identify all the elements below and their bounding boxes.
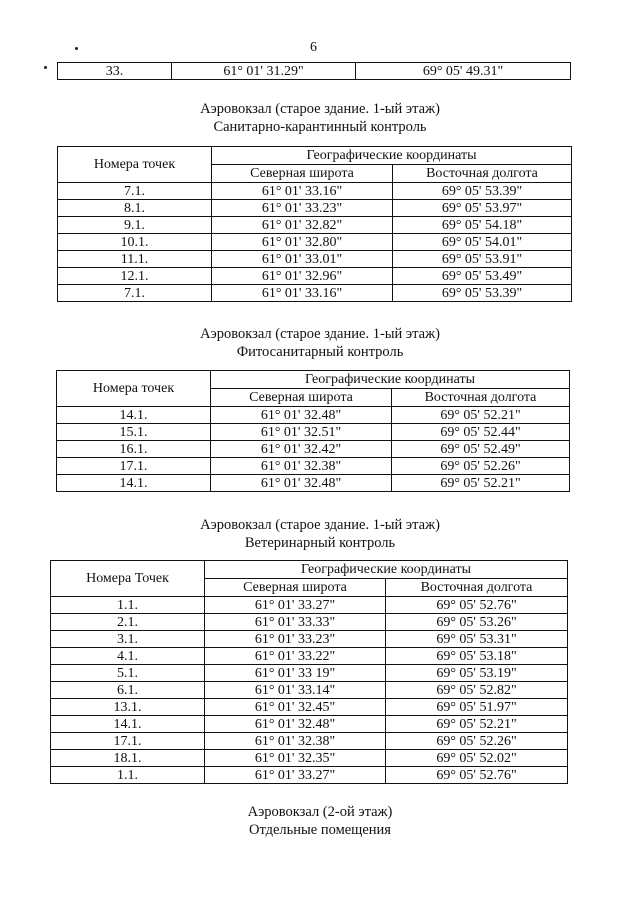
lon-cell: 69° 05' 52.26" (386, 733, 568, 750)
table-row (58, 200, 572, 217)
lat-cell: 61° 01' 33.27" (205, 597, 386, 614)
lon-cell: 69° 05' 49.31" (356, 63, 571, 80)
lat-cell: 61° 01' 33.27" (205, 767, 386, 784)
point-cell: 7.1. (58, 285, 212, 302)
table-row (58, 268, 572, 285)
point-cell: 16.1. (57, 441, 211, 458)
table-row (51, 699, 568, 716)
lat-cell: 61° 01' 32.48" (205, 716, 386, 733)
point-cell: 11.1. (58, 251, 212, 268)
table-row (51, 716, 568, 733)
lon-cell: 69° 05' 52.76" (386, 767, 568, 784)
lon-cell: 69° 05' 53.49" (393, 268, 572, 285)
lon-cell: 69° 05' 52.44" (392, 424, 570, 441)
coordinates-table-sanitary-quarantine (57, 146, 572, 302)
lat-header: Северная широта (212, 165, 393, 183)
table-row (58, 183, 572, 200)
point-cell: 13.1. (51, 699, 205, 716)
page-number: 6 (310, 40, 317, 55)
lon-cell: 69° 05' 53.91" (393, 251, 572, 268)
lon-cell: 69° 05' 53.19" (386, 665, 568, 682)
lon-cell: 69° 05' 54.01" (393, 234, 572, 251)
section-title-line2: Ветеринарный контроль (244, 535, 396, 551)
table-row (51, 665, 568, 682)
point-cell: 18.1. (51, 750, 205, 767)
section-title (0, 516, 640, 552)
points-header: Номера точек (57, 371, 211, 407)
header-row (58, 147, 572, 165)
lon-cell: 69° 05' 53.97" (393, 200, 572, 217)
lon-cell: 69° 05' 52.49" (392, 441, 570, 458)
coords-header: Географические координаты (212, 147, 572, 165)
point-cell: 1.1. (51, 767, 205, 784)
scan-speck (44, 66, 47, 69)
section-title-line2: Фитосанитарный контроль (236, 344, 404, 360)
table-row (57, 475, 570, 492)
lat-cell: 61° 01' 33.23" (205, 631, 386, 648)
lon-cell: 69° 05' 53.39" (393, 285, 572, 302)
lon-cell: 69° 05' 52.02" (386, 750, 568, 767)
table-row (51, 614, 568, 631)
point-cell: 14.1. (57, 475, 211, 492)
lon-cell: 69° 05' 51.97" (386, 699, 568, 716)
header-row (51, 561, 568, 579)
lat-cell: 61° 01' 33.33" (205, 614, 386, 631)
section-title-line2: Отдельные помещения (249, 822, 391, 838)
lon-cell: 69° 05' 53.26" (386, 614, 568, 631)
lat-cell: 61° 01' 33.01" (212, 251, 393, 268)
lat-cell: 61° 01' 31.29" (172, 63, 356, 80)
section-title (0, 325, 640, 361)
point-cell: 7.1. (58, 183, 212, 200)
table-row (58, 251, 572, 268)
table-row (58, 285, 572, 302)
section-title (0, 803, 640, 839)
lat-cell: 61° 01' 33 19" (205, 665, 386, 682)
point-cell: 8.1. (58, 200, 212, 217)
table-row (57, 441, 570, 458)
lat-cell: 61° 01' 33.22" (205, 648, 386, 665)
lon-cell: 69° 05' 52.21" (392, 407, 570, 424)
table-row (57, 407, 570, 424)
lon-header: Восточная долгота (392, 389, 570, 407)
lat-cell: 61° 01' 32.45" (205, 699, 386, 716)
table-row (51, 733, 568, 750)
point-cell: 14.1. (57, 407, 211, 424)
coords-header: Географические координаты (211, 371, 570, 389)
table-row (58, 234, 572, 251)
point-cell: 17.1. (51, 733, 205, 750)
lat-cell: 61° 01' 32.42" (211, 441, 392, 458)
point-cell: 10.1. (58, 234, 212, 251)
section-title-line1: Аэровокзал (старое здание. 1-ый этаж) (200, 517, 440, 533)
lon-cell: 69° 05' 52.76" (386, 597, 568, 614)
table-row (51, 597, 568, 614)
table-row (51, 750, 568, 767)
lat-cell: 61° 01' 32.96" (212, 268, 393, 285)
point-cell: 14.1. (51, 716, 205, 733)
point-cell: 5.1. (51, 665, 205, 682)
table-row (51, 682, 568, 699)
table-row (57, 424, 570, 441)
points-header: Номера точек (58, 147, 212, 183)
point-cell: 17.1. (57, 458, 211, 475)
point-cell: 9.1. (58, 217, 212, 234)
table-row (58, 217, 572, 234)
coordinates-table-phytosanitary (56, 370, 570, 492)
lat-cell: 61° 01' 32.80" (212, 234, 393, 251)
continuation-row-table (57, 62, 571, 80)
table-row (58, 63, 571, 80)
lat-cell: 61° 01' 32.35" (205, 750, 386, 767)
lon-cell: 69° 05' 52.21" (392, 475, 570, 492)
lat-header: Северная широта (211, 389, 392, 407)
table-row (51, 648, 568, 665)
point-cell: 15.1. (57, 424, 211, 441)
scan-speck (75, 47, 78, 50)
lat-cell: 61° 01' 32.38" (205, 733, 386, 750)
point-cell: 1.1. (51, 597, 205, 614)
lat-cell: 61° 01' 32.38" (211, 458, 392, 475)
lat-cell: 61° 01' 32.82" (212, 217, 393, 234)
point-cell: 3.1. (51, 631, 205, 648)
lon-header: Восточная долгота (393, 165, 572, 183)
points-header: Номера Точек (51, 561, 205, 597)
lat-cell: 61° 01' 33.23" (212, 200, 393, 217)
lat-cell: 61° 01' 32.48" (211, 475, 392, 492)
section-title-line1: Аэровокзал (2-ой этаж) (247, 804, 393, 820)
table-row (51, 767, 568, 784)
lon-header: Восточная долгота (386, 579, 568, 597)
lat-cell: 61° 01' 33.14" (205, 682, 386, 699)
lon-cell: 69° 05' 52.82" (386, 682, 568, 699)
table-row (57, 458, 570, 475)
point-cell: 12.1. (58, 268, 212, 285)
lon-cell: 69° 05' 54.18" (393, 217, 572, 234)
point-cell: 2.1. (51, 614, 205, 631)
lon-cell: 69° 05' 53.39" (393, 183, 572, 200)
point-cell: 33. (58, 63, 172, 80)
lat-cell: 61° 01' 32.48" (211, 407, 392, 424)
table-row (51, 631, 568, 648)
lat-cell: 61° 01' 33.16" (212, 285, 393, 302)
section-title (0, 100, 640, 136)
lat-cell: 61° 01' 33.16" (212, 183, 393, 200)
lon-cell: 69° 05' 53.18" (386, 648, 568, 665)
lon-cell: 69° 05' 52.21" (386, 716, 568, 733)
lat-cell: 61° 01' 32.51" (211, 424, 392, 441)
section-title-line1: Аэровокзал (старое здание. 1-ый этаж) (200, 101, 440, 117)
section-title-line2: Санитарно-карантинный контроль (213, 119, 427, 135)
lon-cell: 69° 05' 53.31" (386, 631, 568, 648)
point-cell: 4.1. (51, 648, 205, 665)
coordinates-table-veterinary (50, 560, 568, 784)
lon-cell: 69° 05' 52.26" (392, 458, 570, 475)
point-cell: 6.1. (51, 682, 205, 699)
header-row (57, 371, 570, 389)
section-title-line1: Аэровокзал (старое здание. 1-ый этаж) (200, 326, 440, 342)
lat-header: Северная широта (205, 579, 386, 597)
coords-header: Географические координаты (205, 561, 568, 579)
